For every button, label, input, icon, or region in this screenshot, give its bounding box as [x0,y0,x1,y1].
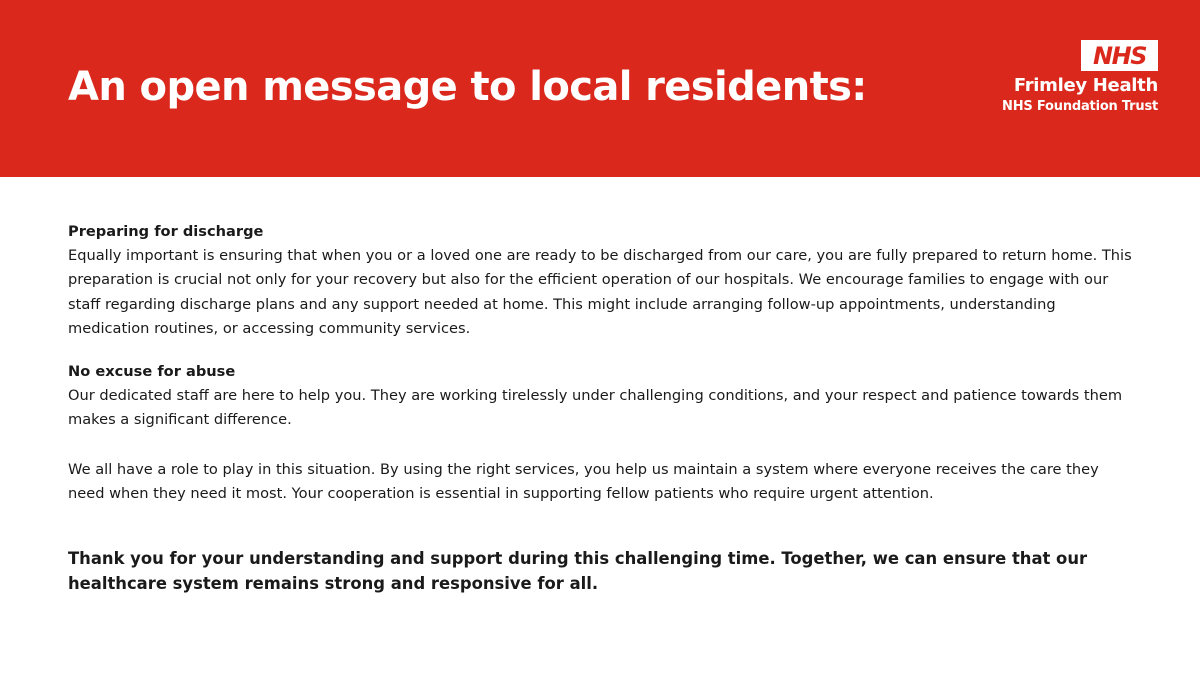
message-body [68,220,1138,596]
section-discharge [68,220,1138,341]
section-paragraph: Our dedicated staff are here to help you. They are working tirelessly under challenging conditions, and your respect and patience towards them makes a significant difference. [68,387,1123,429]
nhs-logo-icon [1081,40,1158,71]
role-paragraph: We all have a role to play in this situation. By using the right services, you help us maintain a system where everyone receives the care they need when they need it most. Your cooperation is essential in supporting fellow patients who require urgent attention. [68,460,1099,502]
page-title: An open message to local residents: [68,64,867,110]
section-heading: No excuse for abuse [68,363,236,381]
section-paragraph: Equally important is ensuring that when you or a loved one are ready to be discharged from our care, you are fully prepared to return home. This preparation is crucial not only for your recovery but also for the efficient operation of our hospitals. We encourage families to engage with our staff regarding discharge plans and any support needed at home. This might include arranging follow-up appointments, understanding medication routines, or accessing community services. [68,247,1132,337]
nhs-trust-logo [988,40,1158,120]
section-closing [68,546,1138,596]
closing-statement: Thank you for your understanding and support during this challenging time. Together, we can ensure that our healthcare system remains strong and responsive for all. [68,549,1088,594]
trust-name: Frimley Health [1013,75,1158,96]
trust-subtitle: NHS Foundation Trust [1002,99,1158,114]
section-heading: Preparing for discharge [68,223,264,240]
section-abuse [68,360,1138,433]
section-role [68,458,1138,506]
nhs-logo-text: NHS [1093,41,1146,70]
header-banner [0,0,1200,177]
